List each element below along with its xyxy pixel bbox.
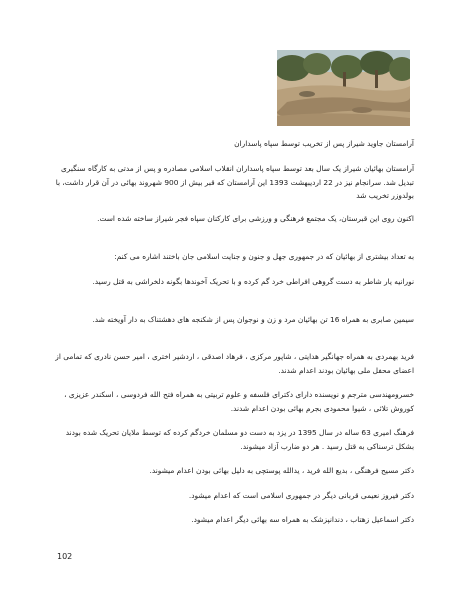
paragraph-firouz-naimi: دکتر فیروز نعیمی قربانی دیگر در جمهوری اسلامی است که اعدام میشود. [188,491,414,500]
paragraph-cemetery-history: آرامستان بهائیان شیراز یک سال بعد توسط سپاه پاسداران انقلاب اسلامی مصادره و پس از مدتی به کارگاه سنگبری تبدیل شد. سرانجام نیز در 22 اردیبهشت 1393 این آرامستان که قبر بیش از 900 شهروند بهائی در آن قرار داشت، با بولدوزر تخریب شد [55,164,414,200]
paragraph-current-use: اکنون روی این قبرستان، یک مجتمع فرهنگی و ورزشی برای کارکنان سپاه فجر شیراز ساخته شده است. [97,214,414,223]
paragraph-esmail-zahtab: دکتر اسماعیل زهتاب ، دندانپزشک به همراه سه بهائی دیگر اعدام میشود. [191,515,414,524]
paragraph-intro-list: به تعداد بیشتری از بهائیان که در جمهوری جهل و جنون و جنایت اسلامی جان باختند اشاره می کنم: [114,252,414,261]
photo-caption: آرامستان جاوید شیراز پس از تخریب توسط سپاه پاسداران [234,139,414,148]
cemetery-photo [277,50,410,126]
page-number: 102 [57,552,73,561]
paragraph-masih-farhangi: دکتر مسیح فرهنگی ، بدیع الله فرید ، یدالله پوستچی به دلیل بهائی بودن اعدام میشوند. [149,466,414,475]
paragraph-nouranieh: نورانیه یار شاطر به دست گروهی افراطی خرد گم کرده و با تحریک آخوندها بگونه دلخراشی به قتل رسید. [92,277,414,286]
paragraph-khosrow-mohandesi: خسرومهندسی مترجم و نویسنده دارای دکترای فلسفه و علوم تربیتی به همراه فتح الله فردوسی ، اسکندر عزیزی ، کوروش تلائی ، شیوا محمودی بجرم بهائی بودن اعدام شدند. [64,390,414,413]
paragraph-farid-behmardi: فرید بهمردی به همراه جهانگیر هدایتی ، شاپور مرکزی ، فرهاد اصدقی ، اردشیر اختری ، امیر حسن نادری که تمامی از اعضای محفل ملی بهائیان بودند اعدام شدند. [55,352,414,375]
paragraph-simin-saberi: سیمین صابری به همراه 16 تن بهائیان مرد و زن و نوجوان پس از شکنجه های دهشتناک به دار آویخته شد. [92,315,414,324]
paragraph-farhang-amiri: فرهنگ امیری 63 ساله در سال 1395 در یزد به دست دو مسلمان خردگم کرده که توسط ملایان تحریک شده بودند بشکل ترسناکی به قتل رسید . هر دو ضارب آزاد میشوند. [65,428,414,451]
